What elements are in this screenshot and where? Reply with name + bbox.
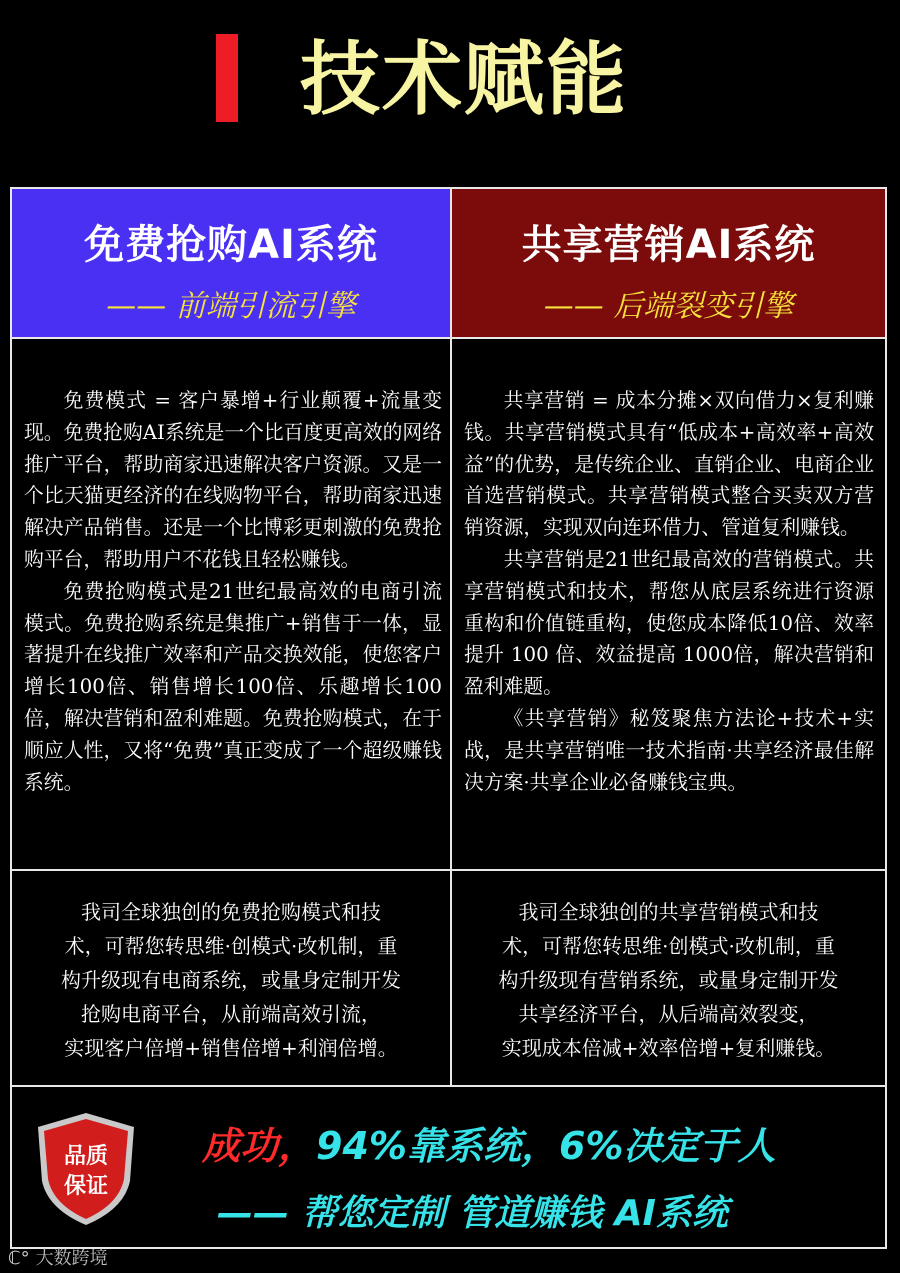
slogan-line-2: —— 帮您定制 管道赚钱 AI系统 xyxy=(217,1193,728,1234)
left-paragraph: 免费抢购模式是21世纪最高效的电商引流模式。免费抢购系统是集推广+销售于一体，显著提升在线推广效率和产品交换效能，使您客户增长100倍、销售增长100倍、乐趣增长100倍，解决营销和盈利难题。免费抢购模式，在于顺应人性，又将“免费”真正变成了一个超级赚钱系统。 xyxy=(24,579,442,794)
slogan-cell xyxy=(12,1087,885,1247)
left-footer-line: 我司全球独创的免费抢购模式和技 xyxy=(81,900,381,924)
left-footer-line: 构升级现有电商系统，或量身定制开发 xyxy=(61,968,401,992)
title-accent-bar xyxy=(216,34,238,122)
right-header-cell xyxy=(452,189,885,337)
ico-logo-icon: ℂ° xyxy=(8,1248,30,1269)
left-footer-line: 抢购电商平台，从前端高效引流， xyxy=(81,1002,381,1026)
left-footer-cell xyxy=(12,871,450,1085)
right-subtitle: —— 后端裂变引擎 xyxy=(543,289,794,324)
left-body-cell xyxy=(12,339,450,869)
page-title: 技术赋能 xyxy=(300,33,628,126)
quality-badge-icon xyxy=(34,1111,138,1227)
right-paragraph: 共享营销 = 成本分摊×双向借力×复利赚钱。共享营销模式具有“低成本+高效率+高效益”的优势，是传统企业、直销企业、电商企业首选营销模式。共享营销模式整合买卖双方营销资源，实现双向连环借力、管道复利赚钱。 xyxy=(464,389,874,540)
comparison-grid xyxy=(10,187,887,1249)
page-header xyxy=(0,0,900,185)
slogan-line-1 xyxy=(202,1115,776,1170)
watermark xyxy=(8,1244,108,1270)
watermark-text: 大数跨境 xyxy=(35,1248,108,1269)
left-subtitle: —— 前端引流引擎 xyxy=(106,289,356,324)
right-paragraph: 《共享营销》秘笈聚焦方法论+技术+实战，是共享营销唯一技术指南·共享经济最佳解决方案·共享企业必备赚钱宝典。 xyxy=(464,706,874,794)
right-footer-line: 术，可帮您转思维·创模式·改机制，重 xyxy=(502,934,835,958)
slogan-part-2: 94%靠系统，6%决定于人 xyxy=(316,1124,776,1168)
right-title: 共享营销AI系统 xyxy=(521,222,816,268)
right-paragraph: 共享营销是21世纪最高效的营销模式。共享营销模式和技术，帮您从底层系统进行资源重构和价值链重构，使您成本降低10倍、效率提升 100 倍、效益提高 1000倍，解决营销和盈利难题。 xyxy=(464,547,874,699)
left-paragraph: 免费模式 = 客户暴增+行业颠覆+流量变现。免费抢购AI系统是一个比百度更高效的网络推广平台，帮助商家迅速解决客户资源。又是一个比天猫更经济的在线购物平台，帮助商家迅速解决产品销售。还是一个比博彩更刺激的免费抢购平台，帮助用户不花钱且轻松赚钱。 xyxy=(24,389,442,571)
right-footer-line: 共享经济平台，从后端高效裂变， xyxy=(518,1002,819,1026)
right-footer-line: 我司全球独创的共享营销模式和技 xyxy=(518,900,819,924)
badge-line-1: 品质 xyxy=(63,1144,109,1169)
right-footer-line: 构升级现有营销系统，或量身定制开发 xyxy=(498,968,839,992)
left-footer-line: 实现客户倍增+销售倍增+利润倍增。 xyxy=(64,1036,398,1060)
right-footer-cell xyxy=(452,871,885,1085)
right-body-cell xyxy=(452,339,885,869)
badge-line-2: 保证 xyxy=(63,1174,109,1199)
slogan-part-1: 成功， xyxy=(202,1124,317,1168)
left-header-cell xyxy=(12,189,450,337)
left-footer-line: 术，可帮您转思维·创模式·改机制，重 xyxy=(64,934,398,958)
right-footer-line: 实现成本倍减+效率倍增+复利赚钱。 xyxy=(501,1036,836,1060)
left-title: 免费抢购AI系统 xyxy=(84,222,378,268)
